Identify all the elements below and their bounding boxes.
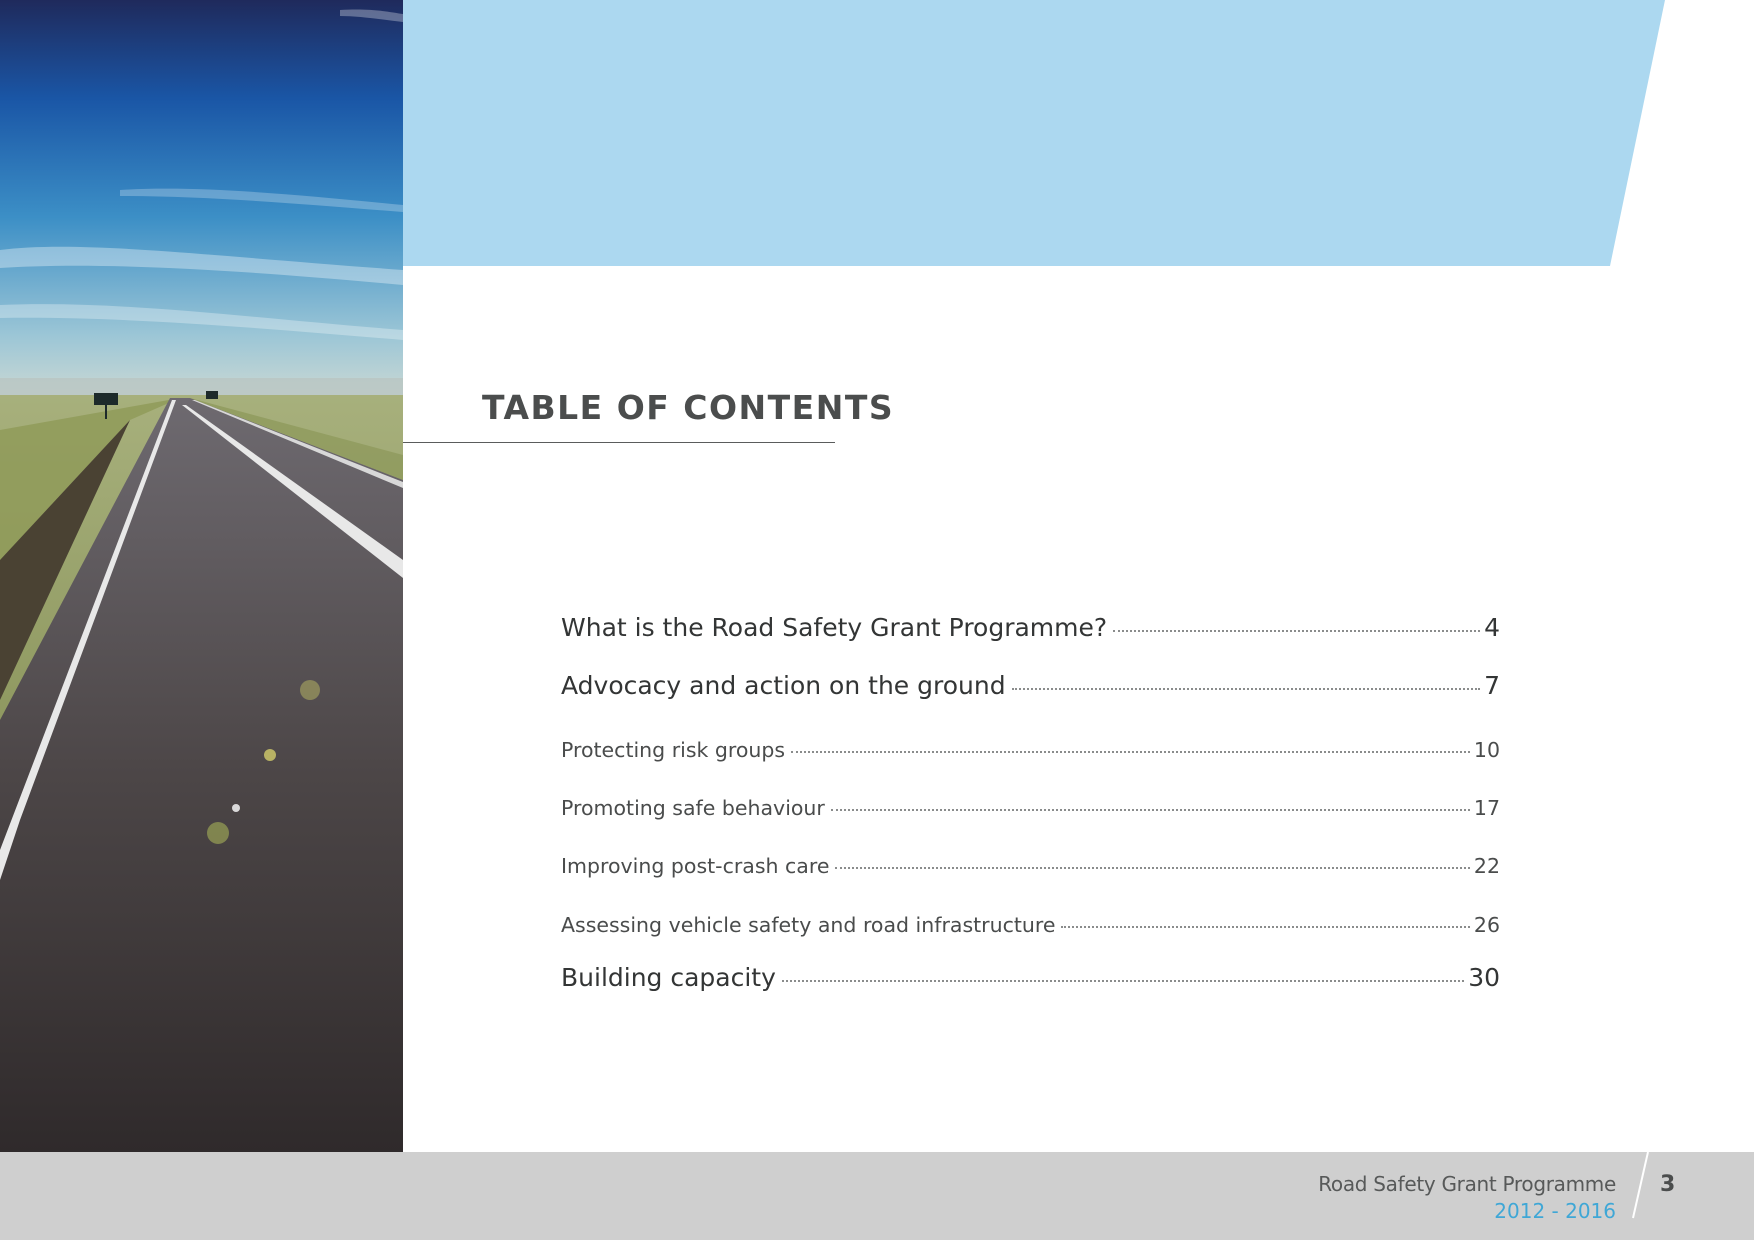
toc-entry[interactable] [561, 913, 1500, 937]
toc-entry-page: 4 [1484, 613, 1500, 642]
page-title: TABLE OF CONTENTS [482, 388, 895, 427]
toc-entry[interactable] [561, 854, 1500, 878]
heading-underline [403, 442, 835, 443]
toc-entry-page: 10 [1473, 738, 1500, 762]
toc-dot-leader [782, 980, 1464, 982]
toc-entry-title[interactable]: What is the Road Safety Grant Programme? [561, 613, 1108, 642]
toc-entry-title[interactable]: Assessing vehicle safety and road infrastructure [561, 913, 1056, 937]
toc-entry-title[interactable]: Advocacy and action on the ground [561, 671, 1006, 700]
toc-entry-title[interactable]: Promoting safe behaviour [561, 796, 825, 820]
footer-years: 2012 - 2016 [1494, 1199, 1616, 1223]
page-number: 3 [1660, 1172, 1676, 1197]
toc-dot-leader [1061, 926, 1469, 928]
toc-dot-leader [835, 867, 1469, 869]
footer-bar [0, 1152, 1754, 1240]
toc-entry[interactable] [561, 963, 1500, 992]
road-photo [0, 0, 403, 1152]
toc-dot-leader [791, 751, 1470, 753]
toc-entry[interactable] [561, 613, 1500, 642]
toc-entry[interactable] [561, 796, 1500, 820]
toc-entry-page: 26 [1473, 913, 1500, 937]
toc-entry[interactable] [561, 671, 1500, 700]
toc-entry-page: 22 [1473, 854, 1500, 878]
toc-dot-leader [831, 809, 1470, 811]
toc-dot-leader [1012, 688, 1481, 690]
toc-dot-leader [1113, 630, 1480, 632]
header-banner [403, 0, 1665, 266]
toc-entry-title[interactable]: Building capacity [561, 963, 776, 992]
footer-slash-divider [1628, 1152, 1652, 1240]
toc-entry-page: 7 [1484, 671, 1500, 700]
toc-entry-title[interactable]: Protecting risk groups [561, 738, 786, 762]
toc-entry-page: 17 [1473, 796, 1500, 820]
toc-entry-title[interactable]: Improving post-crash care [561, 854, 830, 878]
footer-publication-title: Road Safety Grant Programme [1318, 1172, 1616, 1196]
toc-entry[interactable] [561, 738, 1500, 762]
toc-entry-page: 30 [1468, 963, 1500, 992]
